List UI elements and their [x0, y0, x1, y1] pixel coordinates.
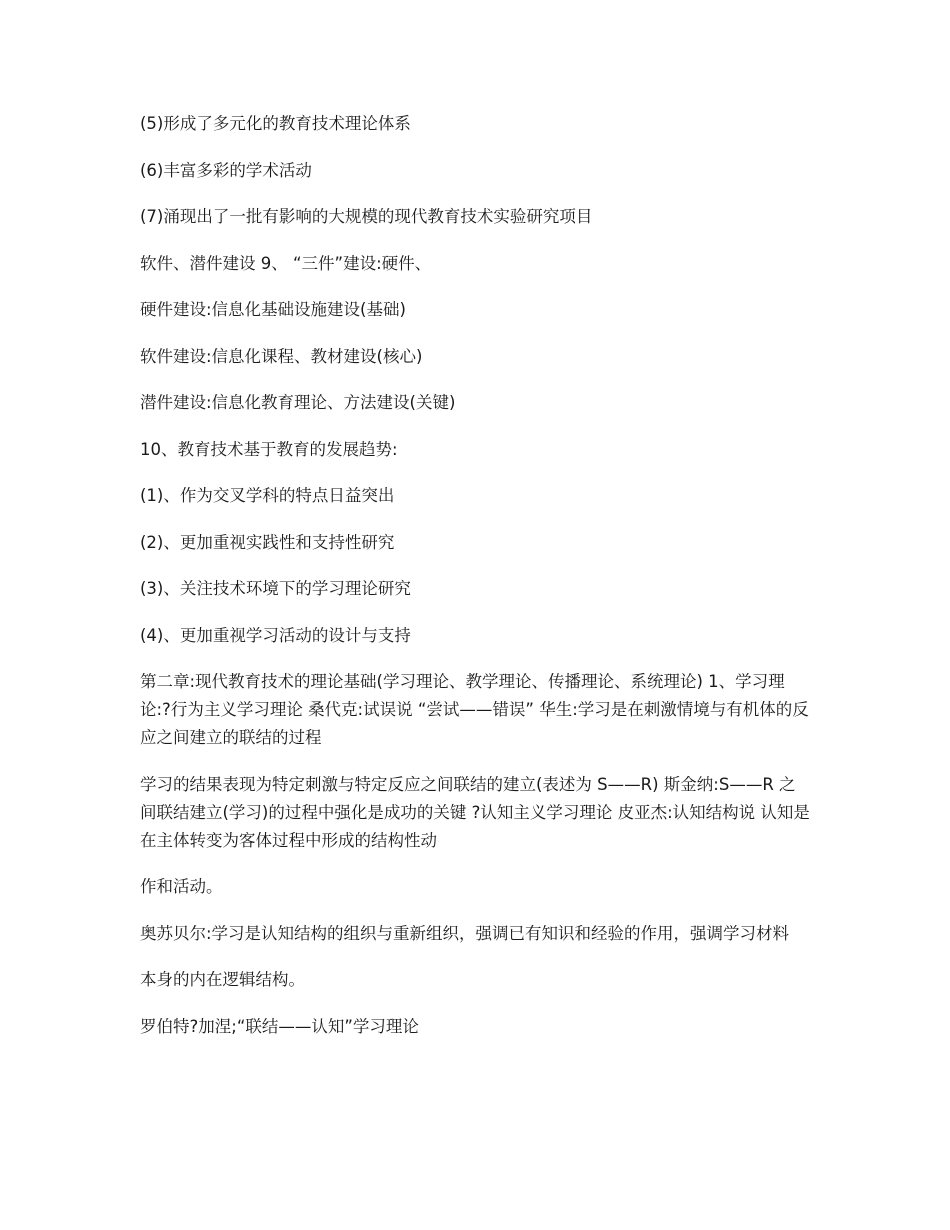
paragraph: 本身的内在逻辑结构。	[140, 970, 305, 989]
paragraph: (3)、关注技术环境下的学习理论研究	[140, 579, 411, 598]
paragraph: 学习的结果表现为特定刺激与特定反应之间联结的建立(表述为 S——R) 斯金纳:S——R 之间联结建立(学习)的过程中强化是成功的关键 ?认知主义学习理论 皮亚杰:认知结构说 认知是在主体转变为客体过程中形成的结构性动	[140, 774, 810, 850]
paragraph: (6)丰富多彩的学术活动	[140, 160, 312, 180]
paragraph: (5)形成了多元化的教育技术理论体系	[140, 114, 411, 133]
paragraph: (1)、作为交叉学科的特点日益突出	[140, 486, 395, 505]
paragraph: 软件建设:信息化课程、教材建设(核心)	[140, 346, 423, 366]
paragraph: (2)、更加重视实践性和支持性研究	[140, 532, 395, 552]
paragraph: 硬件建设:信息化基础设施建设(基础)	[140, 300, 406, 319]
document-body	[140, 110, 810, 1059]
paragraph: 第二章:现代教育技术的理论基础(学习理论、教学理论、传播理论、系统理论) 1、学习理论:?行为主义学习理论 桑代克:试误说 “尝试——错误” 华生:学习是在刺激情境与有机体的反应之间建立的联结的过程	[140, 672, 809, 747]
paragraph: 罗伯特?加涅;“联结——认知”学习理论	[140, 1016, 419, 1036]
paragraph: (4)、更加重视学习活动的设计与支持	[140, 625, 411, 645]
paragraph: (7)涌现出了一批有影响的大规模的现代教育技术实验研究项目	[140, 207, 593, 226]
paragraph: 奥苏贝尔:学习是认知结构的组织与重新组织，强调已有知识和经验的作用，强调学习材料	[140, 923, 790, 943]
paragraph: 作和活动。	[140, 877, 223, 896]
paragraph: 潜件建设:信息化教育理论、方法建设(关键)	[140, 393, 456, 412]
paragraph: 软件、潜件建设 9、 “三件”建设:硬件、	[140, 253, 432, 273]
paragraph: 10、教育技术基于教育的发展趋势:	[140, 439, 398, 459]
